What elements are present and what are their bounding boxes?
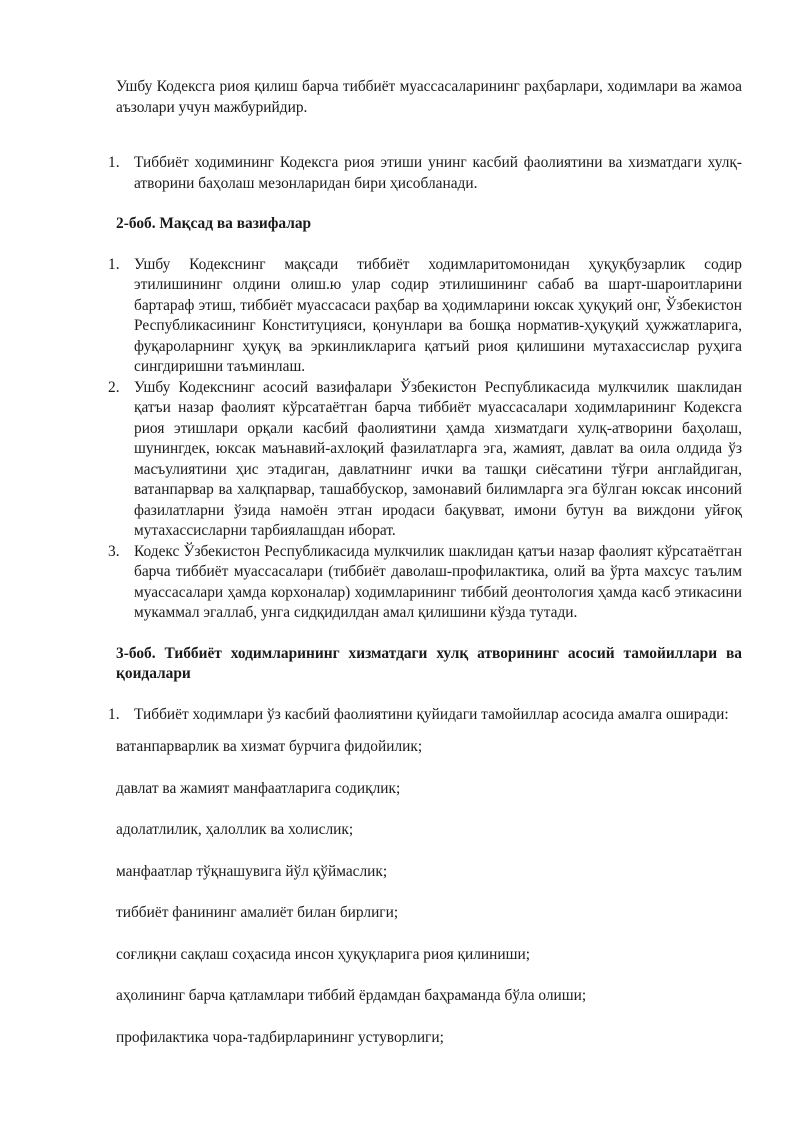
list-item <box>108 378 742 542</box>
list-item-text: Ушбу Кодекснинг мақсади тиббиёт ходимларитомонидан ҳуқуқбузарлик содир этилишининг олдини олиш.ю улар содир этилишининг сабаб ва шарт-шароитларини бартараф этиш, тиббиёт муассасаси раҳбар ва ҳодимларини юксак ҳуқуқий онг, Ўзбекистон Республикасининг Конституцияси, қонунлари ва бошқа норматив-ҳуқуқий ҳужжатларига, фуқароларнинг ҳуқуқ ва эркинликларига қатъий риоя қилишини мутахассислар руҳига сингдиришни таъминлаш. <box>134 255 742 375</box>
list-item-number: 2. <box>108 378 120 396</box>
chapter-3-heading: 3-боб. Тиббиёт ходимларининг хизматдаги хулқ атворининг асосий тамойиллари ва қоидалари <box>116 644 742 682</box>
list-item-number: 1. <box>108 154 120 171</box>
list-item <box>108 542 742 624</box>
principle-item: соғлиқни сақлаш соҳасида инсон ҳуқуқларига риоя қилиниши; <box>116 945 531 963</box>
list-item <box>108 705 742 726</box>
chapter-2-list <box>108 255 742 624</box>
chapter-3-list <box>108 705 742 726</box>
principle-item: давлат ва жамият манфаатларига содиқлик; <box>116 779 401 797</box>
list-general <box>108 153 742 194</box>
list-item-text: Кодекс Ўзбекистон Республикасида мулкчилик шаклидан қатъи назар фаолият кўрсатаётган барча тиббиёт муассасалари (тиббиёт даволаш-профилактика, олий ва ўрта махсус таълим муассасалари ҳамда корхоналар) ходимларининг тиббий деонтология ҳамда касб этикасини мукаммал эгаллаб, унга сидқидилдан амал қилишини кўзда тутади. <box>134 542 742 621</box>
list-item <box>108 153 742 194</box>
principle-item: тиббиёт фанининг амалиёт билан бирлиги; <box>116 904 399 921</box>
list-item-text: Тиббиёт ходимлари ўз касбий фаолиятини қуйидаги тамойиллар асосида амалга оширади: <box>134 705 729 723</box>
principle-item: ватанпарварлик ва хизмат бурчига фидойилик; <box>116 738 423 755</box>
list-item-number: 1. <box>108 705 120 723</box>
list-item-number: 3. <box>108 542 120 560</box>
principle-item: аҳолининг барча қатламлари тиббий ёрдамдан баҳраманда бўла олиши; <box>116 987 587 1004</box>
list-item-number: 1. <box>108 255 120 273</box>
principle-item: профилактика чора-тадбирларининг устуворлиги; <box>116 1028 444 1046</box>
principle-item: адолатлилик, ҳалоллик ва холислик; <box>116 821 354 838</box>
list-item-text: Тиббиёт ходимининг Кодексга риоя этиши унинг касбий фаолиятини ва хизматдаги хулқ-атворини баҳолаш мезонларидан бири ҳисобланади. <box>134 154 742 192</box>
principles-list <box>116 737 742 1048</box>
intro-paragraph: Ушбу Кодексга риоя қилиш барча тиббиёт муассасаларининг раҳбарлари, ходимлари ва жамоа аъзолари учун мажбурийдир. <box>116 78 742 116</box>
list-item <box>108 255 742 378</box>
list-item-text: Ушбу Кодекснинг асосий вазифалари Ўзбекистон Республикасида мулкчилик шаклидан қатъи назар фаолият кўрсатаётган барча тиббиёт муассасалари ходимларининг Кодексга риоя этишлари орқали касбий фаолиятини ҳамда хизматдаги хулқ-атворини баҳолаш, шунингдек, юксак маънавий-ахлоқий фазилатларга эга, жамият, давлат ва оила олдида ўз масъулиятини ҳис этадиган, давлатнинг ички ва ташқи сиёсатини тўғри англайдиган, ватанпарвар ва халқпарвар, ташаббускор, замонавий билимларга эга бўлган юксак инсоний фазилатларни ўзида намоён этган иродаси бақувват, имони бутун ва виждони уйғоқ мутахассисларни тарбиялашдан иборат. <box>134 378 742 539</box>
chapter-2-heading: 2-боб. Мақсад ва вазифалар <box>116 215 312 232</box>
principle-item: манфаатлар тўқнашувига йўл қўймаслик; <box>116 862 388 880</box>
document-page <box>108 77 742 1069</box>
